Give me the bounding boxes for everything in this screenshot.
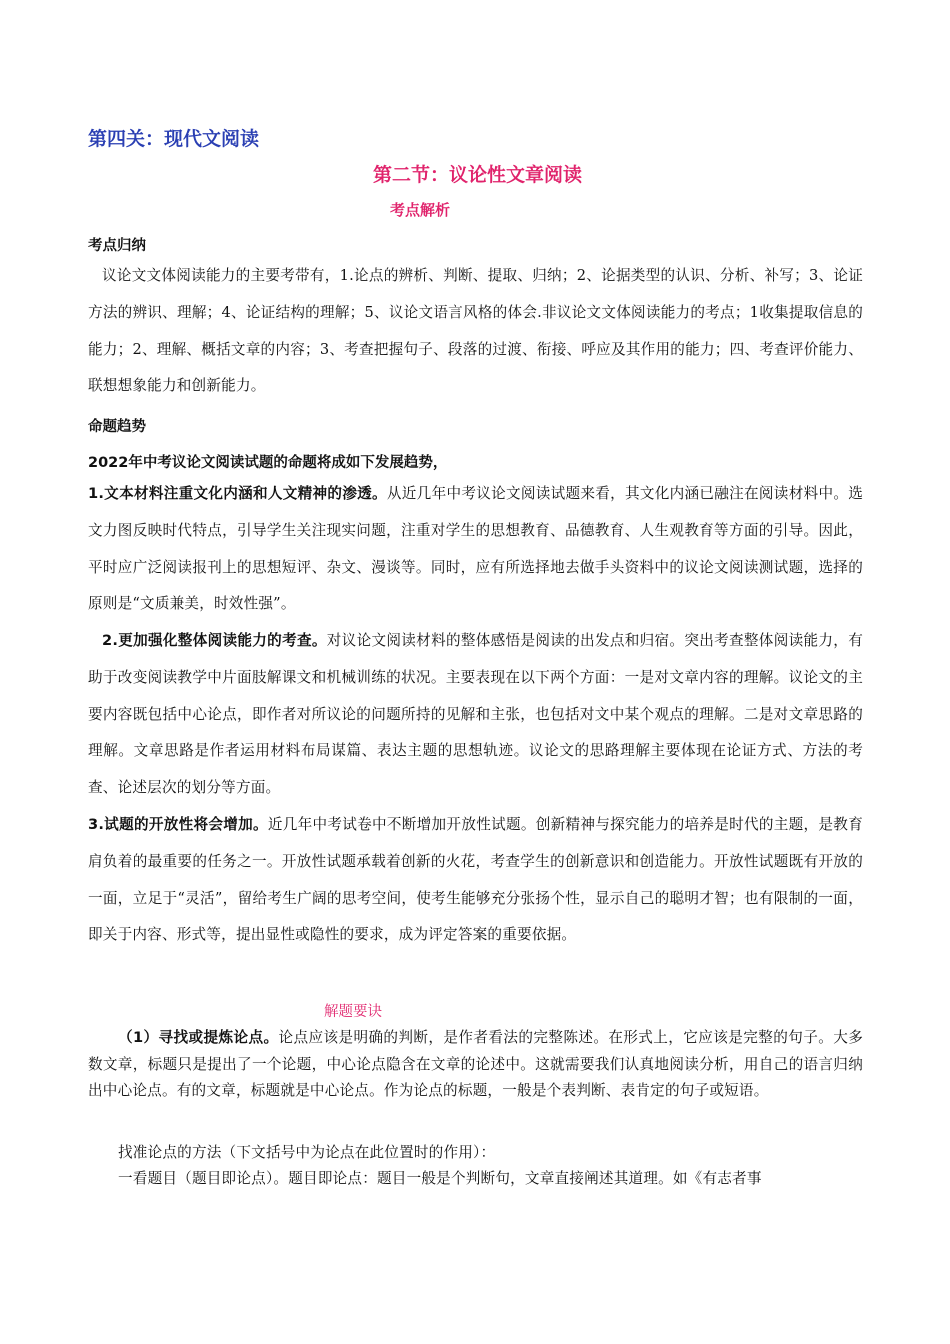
tips-item-1-title: （1）寻找或提炼论点。 (118, 1029, 279, 1046)
trend-point-1 (88, 476, 863, 623)
tips-method-intro: 找准论点的方法（下文括号中为论点在此位置时的作用）： (118, 1144, 496, 1161)
tips-title: 解题要诀 (324, 1004, 382, 1020)
trend-point-1-text: 从近几年中考议论文阅读试题来看，其文化内涵已融注在阅读材料中。选文力图反映时代特点，引导学生关注现实问题，注重对学生的思想教育、品德教育、人生观教育等方面的引导。因此，平时应广泛阅读报刊上的思想短评、杂文、漫谈等。同时，应有所选择地去做手头资料中的议论文阅读测试题，选择的原则是“文质兼美，时效性强”。 (88, 485, 864, 613)
trend-point-3-title: 3.试题的开放性将会增加。 (88, 816, 268, 833)
tips-item-1 (88, 1025, 863, 1105)
trend-intro: 2022年中考议论文阅读试题的命题将成如下发展趋势， (88, 455, 448, 471)
unit-title: 第四关：现代文阅读 (88, 128, 260, 150)
trend-point-1-title: 1.文本材料注重文化内涵和人文精神的渗透。 (88, 485, 387, 502)
tips-item-1-text: 论点应该是明确的判断，是作者看法的完整陈述。在形式上，它应该是完整的句子。大多数文章，标题只是提出了一个论题，中心论点隐含在文章的论述中。这就需要我们认真地阅读分析，用自己的语言归纳出中心论点。有的文章，标题就是中心论点。作为论点的标题，一般是个表判断、表肯定的句子或短语。 (88, 1029, 863, 1099)
trend-heading: 命题趋势 (88, 419, 146, 435)
trend-point-2-title: 2.更加强化整体阅读能力的考查。 (102, 632, 327, 649)
trend-point-3-text: 近几年中考试卷中不断增加开放性试题。创新精神与探究能力的培养是时代的主题，是教育肩负着的最重要的任务之一。开放性试题承载着创新的火花，考查学生的创新意识和创造能力。开放性试题既有开放的一面，立足于“灵活”，留给考生广阔的思考空间，使考生能够充分张扬个性，显示自己的聪明才智；也有限制的一面，即关于内容、形式等，提出显性或隐性的要求，成为评定答案的重要依据。 (88, 816, 863, 944)
sub-title: 考点解析 (390, 201, 451, 219)
tips-method-1: 一看题目（题目即论点）。题目即论点：题目一般是个判断句，文章直接阐述其道理。如《有志者事 (118, 1170, 762, 1187)
trend-point-2-text: 对议论文阅读材料的整体感悟是阅读的出发点和归宿。突出考查整体阅读能力，有助于改变阅读教学中片面肢解课文和机械训练的状况。主要表现在以下两个方面：一是对文章内容的理解。议论文的主要内容既包括中心论点，即作者对所议论的问题所持的见解和主张，也包括对文中某个观点的理解。二是对文章思路的理解。文章思路是作者运用材料布局谋篇、表达主题的思想轨迹。议论文的思路理解主要体现在论证方式、方法的考查、论述层次的划分等方面。 (88, 632, 863, 797)
trend-point-2 (88, 623, 863, 807)
section-title: 第二节：议论性文章阅读 (373, 164, 583, 186)
trend-point-3 (88, 807, 863, 954)
kaodian-heading: 考点归纳 (88, 238, 146, 254)
kaodian-paragraph: 议论文文体阅读能力的主要考带有，1.论点的辨析、判断、提取、归纳；2、论据类型的认识、分析、补写；3、论证方法的辨识、理解；4、论证结构的理解；5、议论文语言风格的体会.非议论文文体阅读能力的考点；1收集提取信息的能力；2、理解、概括文章的内容；3、考查把握句子、段落的过渡、衔接、呼应及其作用的能力；四、考查评价能力、联想想象能力和创新能力。 (88, 267, 863, 395)
